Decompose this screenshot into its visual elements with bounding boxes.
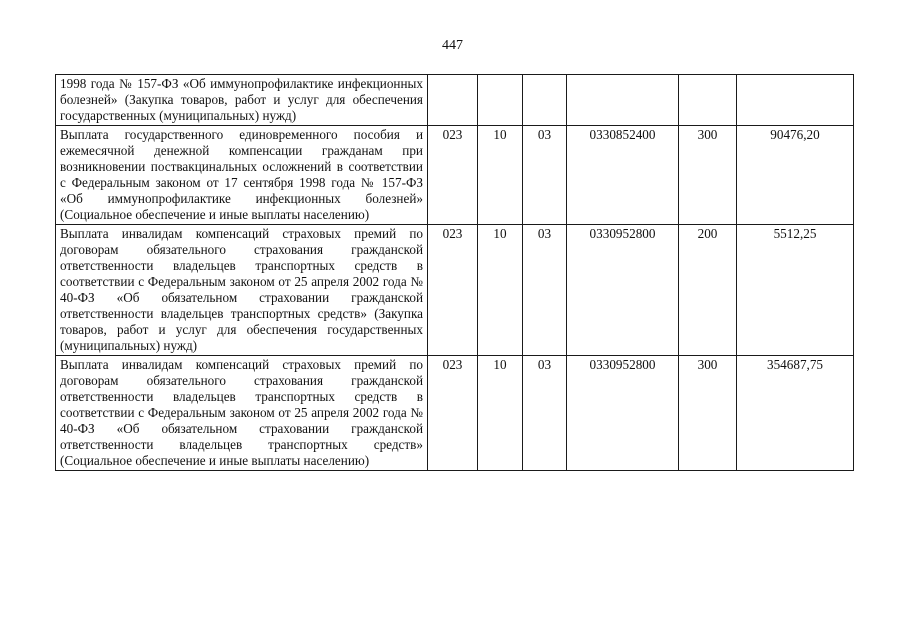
- ministry-code: 023: [428, 126, 478, 225]
- target-code: 0330952800: [567, 225, 679, 356]
- expense-type-code: [679, 75, 737, 126]
- section-code: [478, 75, 523, 126]
- expense-type-code: 200: [679, 225, 737, 356]
- amount: [737, 75, 854, 126]
- table-row: [56, 225, 854, 356]
- ministry-code: 023: [428, 225, 478, 356]
- row-description: 1998 года № 157-ФЗ «Об иммунопрофилактике инфекционных болезней» (Закупка товаров, работ и услуг для обеспечения государственных (муниципальных) нужд): [56, 75, 428, 126]
- budget-table: [55, 74, 854, 471]
- table-row: [56, 126, 854, 225]
- subsection-code: 03: [523, 225, 567, 356]
- section-code: 10: [478, 225, 523, 356]
- subsection-code: [523, 75, 567, 126]
- section-code: 10: [478, 356, 523, 471]
- row-description: Выплата инвалидам компенсаций страховых премий по договорам обязательного страхования гражданской ответственности владельцев транспортных средств в соответствии с Федеральным законом от 25 апреля 2002 года № 40-ФЗ «Об обязательном страховании гражданской ответственности владельцев транспортных средств» (Закупка товаров, работ и услуг для обеспечения государственных (муниципальных) нужд): [56, 225, 428, 356]
- table-row: [56, 75, 854, 126]
- ministry-code: 023: [428, 356, 478, 471]
- row-description: Выплата инвалидам компенсаций страховых премий по договорам обязательного страхования гражданской ответственности владельцев транспортных средств в соответствии с Федеральным законом от 25 апреля 2002 года № 40-ФЗ «Об обязательном страховании гражданской ответственности владельцев транспортных средств» (Социальное обеспечение и иные выплаты населению): [56, 356, 428, 471]
- ministry-code: [428, 75, 478, 126]
- table-row: [56, 356, 854, 471]
- expense-type-code: 300: [679, 356, 737, 471]
- target-code: 0330852400: [567, 126, 679, 225]
- subsection-code: 03: [523, 126, 567, 225]
- amount: 354687,75: [737, 356, 854, 471]
- target-code: 0330952800: [567, 356, 679, 471]
- row-description: Выплата государственного единовременного пособия и ежемесячной денежной компенсации гражданам при возникновении поствакцинальных осложнений в соответствии с Федеральным законом от 17 сентября 1998 года № 157-ФЗ «Об иммунопрофилактике инфекционных болезней» (Социальное обеспечение и иные выплаты населению): [56, 126, 428, 225]
- page-number: 447: [442, 38, 463, 53]
- amount: 90476,20: [737, 126, 854, 225]
- target-code: [567, 75, 679, 126]
- section-code: 10: [478, 126, 523, 225]
- expense-type-code: 300: [679, 126, 737, 225]
- subsection-code: 03: [523, 356, 567, 471]
- amount: 5512,25: [737, 225, 854, 356]
